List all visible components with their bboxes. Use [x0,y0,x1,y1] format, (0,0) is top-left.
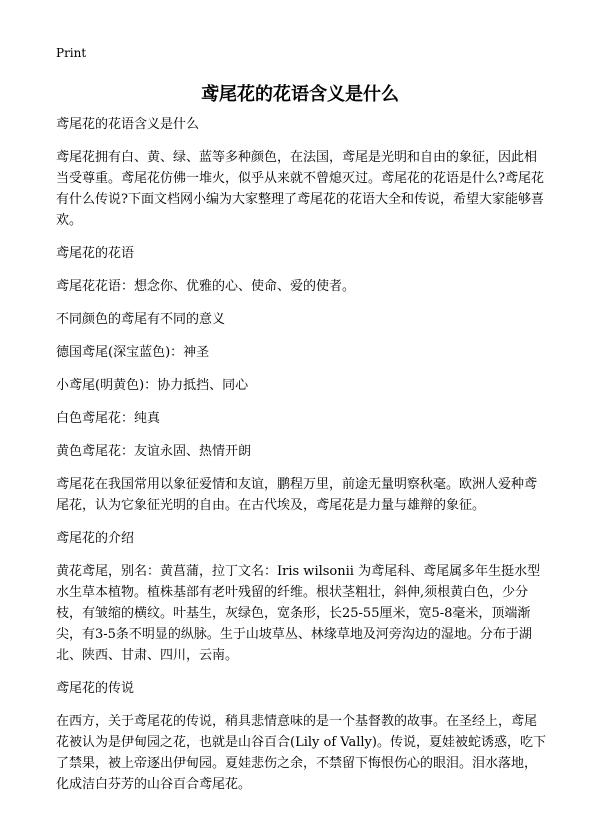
section-heading-flower-language: 鸢尾花的花语 [56,246,135,261]
color-meaning-heading: 不同颜色的鸢尾有不同的意义 [56,312,226,327]
color-meaning-yellow-iris: 黄色鸢尾花：友谊永固、热情开朗 [56,444,252,459]
legend-paragraph: 在西方，关于鸢尾花的传说，稍具悲情意味的是一个基督教的故事。在圣经上，鸢尾花被认为是伊甸园之花，也就是山谷百合(Lily of Vally)。传说，夏娃被蛇诱惑，吃下了禁果，被上帝逐出伊甸园。夏娃悲伤之余，不禁留下悔恨伤心的眼泪。泪水落地，化成洁白芬芳的山谷百合鸢尾花。 [56,714,546,792]
section-heading-introduction: 鸢尾花的介绍 [56,531,135,546]
page-title: 鸢尾花的花语含义是什么 [201,84,399,105]
color-meaning-small-iris: 小鸢尾(明黄色)：协力抵挡、同心 [56,378,249,393]
color-meaning-german-iris: 德国鸢尾(深宝蓝色)：神圣 [56,345,210,360]
intro-heading: 鸢尾花的花语含义是什么 [56,117,200,132]
symbolism-paragraph: 鸢尾花在我国常用以象征爱情和友谊，鹏程万里，前途无量明察秋毫。欧洲人爱种鸢尾花，认为它象征光明的自由。在古代埃及，鸢尾花是力量与雄辩的象征。 [56,477,538,513]
article-body [56,114,546,807]
color-meaning-white-iris: 白色鸢尾花：纯真 [56,411,161,426]
flower-language-paragraph: 鸢尾花花语：想念你、优雅的心、使命、爱的使者。 [56,279,356,294]
section-heading-legend: 鸢尾花的传说 [56,681,135,696]
introduction-paragraph: 黄花鸢尾，别名：黄菖蒲，拉丁文名：Iris wilsonii 为鸢尾科、鸢尾属多年生挺水型水生草本植物。植株基部有老叶残留的纤维。根状茎粗壮，斜伸,须根黄白色，少分枝，有皱缩的横纹。叶基生，灰绿色，宽条形，长25-55厘米，宽5-8毫米，顶端渐尖，有3-5条不明显的纵脉。生于山坡草丛、林缘草地及河旁沟边的湿地。分布于湖北、陕西、甘肃、四川，云南。 [56,564,541,663]
intro-paragraph: 鸢尾花拥有白、黄、绿、蓝等多种颜色，在法国，鸢尾是光明和自由的象征，因此相当受尊重。鸢尾花仿佛一堆火，似乎从来就不曾熄灭过。鸢尾花的花语是什么?鸢尾花有什么传说?下面文档网小编为大家整理了鸢尾花的花语大全和传说，希望大家能够喜欢。 [56,150,544,228]
print-link[interactable]: Print [56,46,87,60]
